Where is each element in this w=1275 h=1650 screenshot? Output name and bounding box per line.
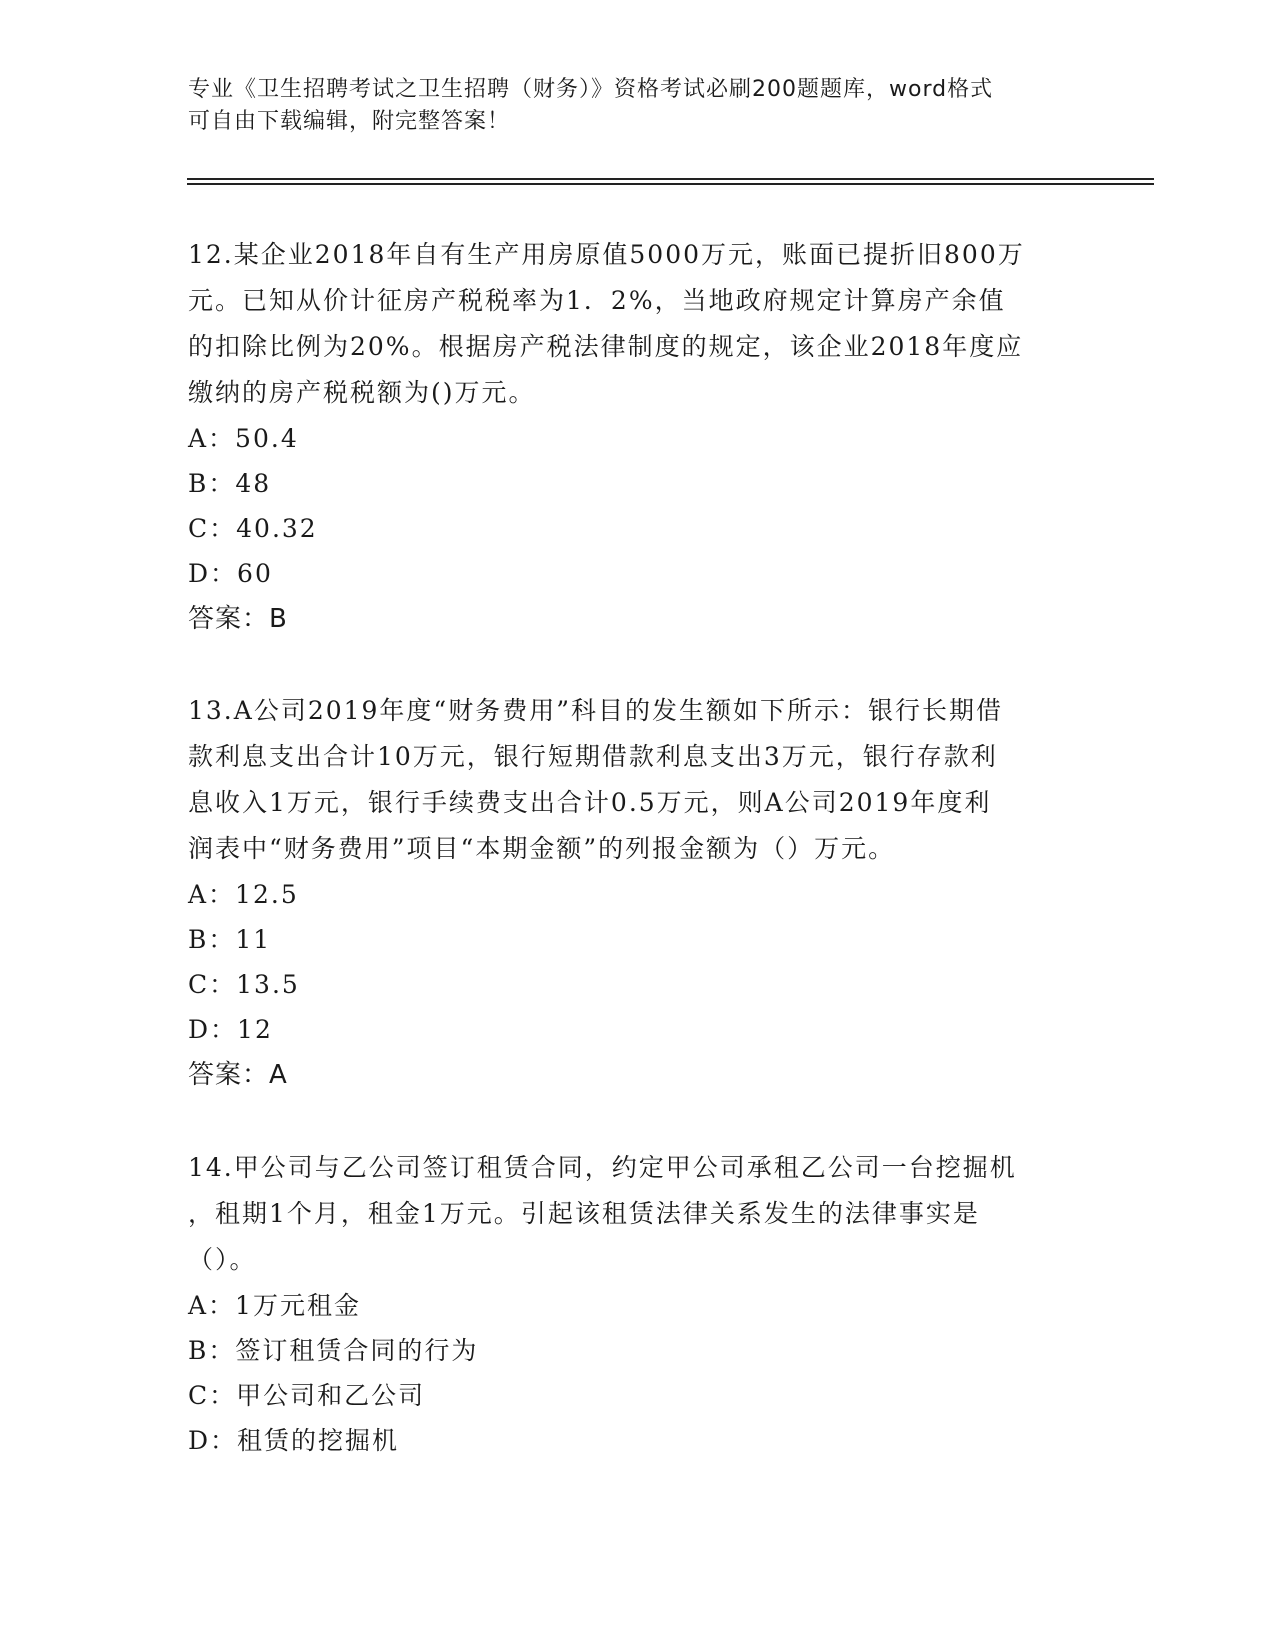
option-d: D：租赁的挖掘机	[188, 1426, 400, 1455]
question-text	[188, 1145, 1088, 1283]
question-14	[188, 1145, 1088, 1463]
question-line: 的扣除比例为20%。根据房产税法律制度的规定，该企业2018年度应	[188, 332, 1024, 361]
option-a: A：12.5	[188, 880, 299, 909]
option-d: D：12	[188, 1015, 273, 1044]
option-b: B：48	[188, 469, 272, 498]
option-d: D：60	[188, 559, 273, 588]
question-12	[188, 232, 1088, 642]
question-line: 元。已知从价计征房产税税率为1．2%，当地政府规定计算房产余值	[188, 286, 1006, 315]
answer: 答案：A	[188, 1060, 288, 1090]
document-header	[188, 74, 1068, 138]
option-b: B：签订租赁合同的行为	[188, 1336, 479, 1365]
option-c: C：甲公司和乙公司	[188, 1381, 426, 1410]
question-line: 润表中“财务费用”项目“本期金额”的列报金额为（）万元。	[188, 834, 896, 863]
header-rule-top	[187, 178, 1154, 180]
question-line: 14.甲公司与乙公司签订租赁合同，约定甲公司承租乙公司一台挖掘机	[188, 1153, 1017, 1182]
question-line: 款利息支出合计10万元，银行短期借款利息支出3万元，银行存款利	[188, 742, 998, 771]
question-line: ，租期1个月，租金1万元。引起该租赁法律关系发生的法律事实是	[188, 1199, 980, 1228]
option-b: B：11	[188, 925, 272, 954]
question-line: （）。	[188, 1245, 257, 1274]
header-line: 专业《卫生招聘考试之卫生招聘（财务）》资格考试必刷200题题库，word格式	[188, 77, 994, 102]
question-line: 12.某企业2018年自有生产用房原值5000万元，账面已提折旧800万	[188, 240, 1025, 269]
option-a: A：1万元租金	[188, 1291, 361, 1320]
header-rule-bottom	[187, 183, 1154, 185]
question-line: 缴纳的房产税税额为()万元。	[188, 378, 536, 407]
option-c: C：40.32	[188, 514, 318, 543]
option-a: A：50.4	[188, 424, 299, 453]
header-line: 可自由下载编辑，附完整答案！	[188, 109, 511, 134]
question-line: 13.A公司2019年度“财务费用”科目的发生额如下所示：银行长期借	[188, 696, 1003, 725]
answer: 答案：B	[188, 604, 288, 634]
question-text	[188, 688, 1088, 872]
option-c: C：13.5	[188, 970, 300, 999]
question-text	[188, 232, 1088, 416]
question-13	[188, 688, 1088, 1098]
question-line: 息收入1万元，银行手续费支出合计0.5万元，则A公司2019年度利	[188, 788, 992, 817]
